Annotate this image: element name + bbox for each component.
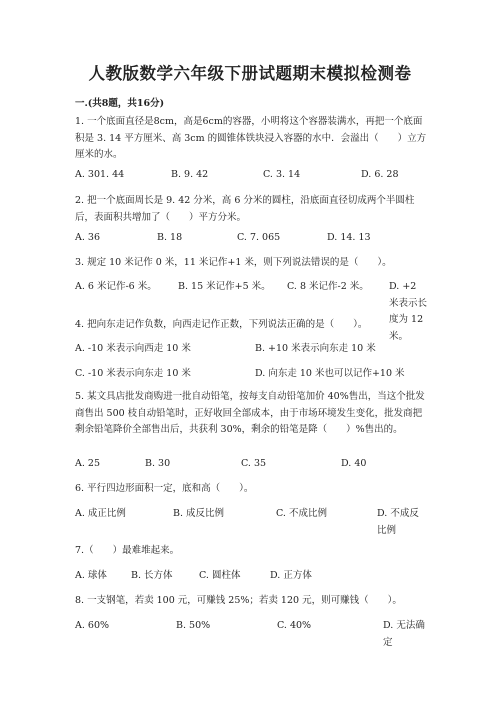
option-d: D. +2 米表示长度为 12 米。 (389, 281, 428, 342)
question-4-text: 4. 把向东走记作负数，向西走记作正数，下列说法正确的是（ ）。 (75, 319, 368, 330)
option-a: A. 成正比例 (75, 508, 126, 519)
option-d: D. 6. 28 (361, 169, 399, 180)
option-b: B. 成反比例 (173, 508, 225, 519)
question-7-text: 7.（ ）最难堆起来。 (75, 545, 180, 556)
question-8-options (75, 618, 427, 650)
option-c: C. 3. 14 (263, 169, 301, 180)
option-b: B. +10 米表示向东走 10 米 (255, 343, 376, 354)
question-5-text: 5. 某文具店批发商购进一批自动铅笔，按每支自动铅笔加价 40%售出，当这个批发商售出 500 枝自动铅笔时，正好收回全部成本，由于市场环境发生变化，批发商把剩余铅笔降价全部售出后，共获利 30%，剩余的铅笔是降（ ）%售出的。 (75, 391, 425, 435)
option-c: C. 35 (241, 458, 267, 469)
option-a: A. 301. 44 (75, 169, 125, 180)
option-d: D. 14. 13 (327, 232, 371, 243)
option-d: D. 40 (341, 458, 367, 469)
question-2-text: 2. 把一个底面周长是 9. 42 分米，高 6 分米的圆柱，沿底面直径切成两个半圆柱后，表面积共增加了（ ）平方分米。 (75, 195, 415, 223)
option-b: B. 18 (157, 232, 183, 243)
option-a: A. 球体 (75, 570, 107, 581)
exam-title: 人教版数学六年级下册试题期末模拟检测卷 (88, 64, 412, 83)
question-8-text: 8. 一支钢笔，若卖 100 元，可赚钱 25%；若卖 120 元，则可赚钱（ ）。 (75, 595, 402, 606)
option-a: A. -10 米表示向西走 10 米 (75, 343, 191, 354)
option-c: C. 8 米记作-2 米。 (287, 281, 369, 292)
question-3-text: 3. 规定 10 米记作 0 米，11 米记作+1 米，则下列说法错误的是（ ）。 (75, 257, 392, 268)
option-a: A. 6 米记作-6 米。 (75, 281, 157, 292)
option-b: B. 长方体 (131, 570, 173, 581)
option-c: C. 圆柱体 (199, 570, 241, 581)
option-b: B. 50% (176, 620, 211, 631)
section-heading: 一.(共8题，共16分) (75, 98, 165, 109)
question-6-text: 6. 平行四边形面积一定，底和高（ ）。 (75, 483, 254, 494)
option-b: B. 30 (145, 458, 171, 469)
option-d: D. 向东走 10 米也可以记作+10 米 (255, 368, 405, 379)
option-a: A. 25 (75, 458, 100, 469)
question-6-options (75, 506, 427, 538)
option-a: A. 36 (75, 232, 100, 243)
option-d: D. 正方体 (270, 570, 312, 581)
option-c: C. 40% (277, 620, 312, 631)
option-c: C. 不成比例 (276, 508, 327, 519)
option-b: B. 9. 42 (171, 169, 209, 180)
option-d: D. 不成反比例 (377, 508, 419, 536)
question-1-text: 1. 一个底面直径是8cm，高是6cm的容器，小明将这个容器装满水，再把一个底面积是 3. 14 平方厘米、高 3cm 的圆锥体铁块浸入容器的水中．会溢出（ ）立方厘米的水。 (75, 116, 427, 160)
option-c: C. -10 米表示向东走 10 米 (75, 368, 191, 379)
option-c: C. 7. 065 (237, 232, 281, 243)
option-d: D. 无法确定 (383, 620, 425, 648)
option-b: B. 15 米记作+5 米。 (178, 281, 271, 292)
option-a: A. 60% (75, 620, 110, 631)
